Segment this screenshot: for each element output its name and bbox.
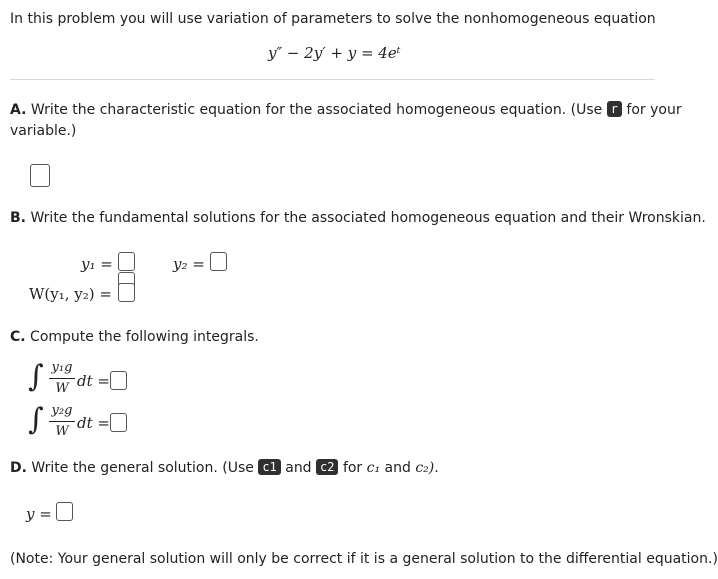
y2-input[interactable] bbox=[210, 252, 227, 271]
integral-sign-1: ∫ bbox=[28, 359, 44, 394]
key-c2: c2 bbox=[316, 459, 338, 475]
part-d-line bbox=[10, 458, 439, 478]
part-a-label: A. bbox=[10, 102, 27, 118]
characteristic-equation-input[interactable] bbox=[30, 164, 50, 187]
part-c-text: Compute the following integrals. bbox=[30, 329, 259, 345]
part-a-text: Write the characteristic equation for the associated homogeneous equation. (Use bbox=[30, 102, 603, 118]
part-c-label: C. bbox=[10, 329, 26, 345]
integral-2-input[interactable] bbox=[110, 413, 127, 432]
c2-symbol: c₂). bbox=[415, 460, 439, 476]
part-b-text: Write the fundamental solutions for the associated homogeneous equation and their Wronskian. bbox=[30, 210, 706, 226]
part-d-text: Write the general solution. (Use bbox=[31, 460, 254, 476]
y-label: y = bbox=[26, 505, 52, 523]
intro-text: In this problem you will use variation of parameters to solve the nonhomogeneous equation bbox=[10, 11, 656, 27]
part-d-for: for bbox=[342, 460, 363, 476]
part-a-line1 bbox=[10, 100, 682, 120]
integral-1-numerator: y₁g bbox=[51, 360, 73, 375]
general-solution-input[interactable] bbox=[56, 502, 73, 521]
note-text: (Note: Your general solution will only be correct if it is a general solution to the differential equation.) bbox=[10, 551, 718, 567]
integral-1-input[interactable] bbox=[110, 371, 127, 390]
y2-label: y₂ = bbox=[173, 255, 205, 273]
part-b-label: B. bbox=[10, 210, 26, 226]
divider bbox=[10, 79, 655, 80]
integral-2-numerator: y₂g bbox=[51, 403, 73, 418]
part-d-label: D. bbox=[10, 460, 27, 476]
integral-1-denominator: W bbox=[55, 381, 69, 396]
y1-label: y₁ = bbox=[81, 255, 113, 273]
integral-1-dt: dt = bbox=[77, 372, 110, 390]
key-r: r bbox=[607, 101, 622, 117]
integral-1-bar bbox=[49, 378, 75, 379]
wronskian-input[interactable] bbox=[118, 283, 135, 302]
part-d-and: and bbox=[285, 460, 312, 476]
part-b-line bbox=[10, 208, 706, 228]
part-a-line2: variable.) bbox=[10, 123, 77, 139]
part-c-line bbox=[10, 327, 259, 347]
integral-2-bar bbox=[49, 421, 75, 422]
main-equation: y″ − 2y′ + y = 4eᵗ bbox=[268, 44, 401, 62]
wronskian-label: W(y₁, y₂) = bbox=[29, 285, 112, 303]
part-d-and-2: and bbox=[384, 460, 411, 476]
part-a-text-after: for your bbox=[626, 102, 682, 118]
c1-symbol: c₁ bbox=[366, 460, 381, 476]
integral-2-dt: dt = bbox=[77, 414, 110, 432]
integral-2-denominator: W bbox=[55, 424, 69, 439]
integral-sign-2: ∫ bbox=[28, 402, 44, 437]
y1-input[interactable] bbox=[118, 252, 135, 271]
key-c1: c1 bbox=[258, 459, 280, 475]
